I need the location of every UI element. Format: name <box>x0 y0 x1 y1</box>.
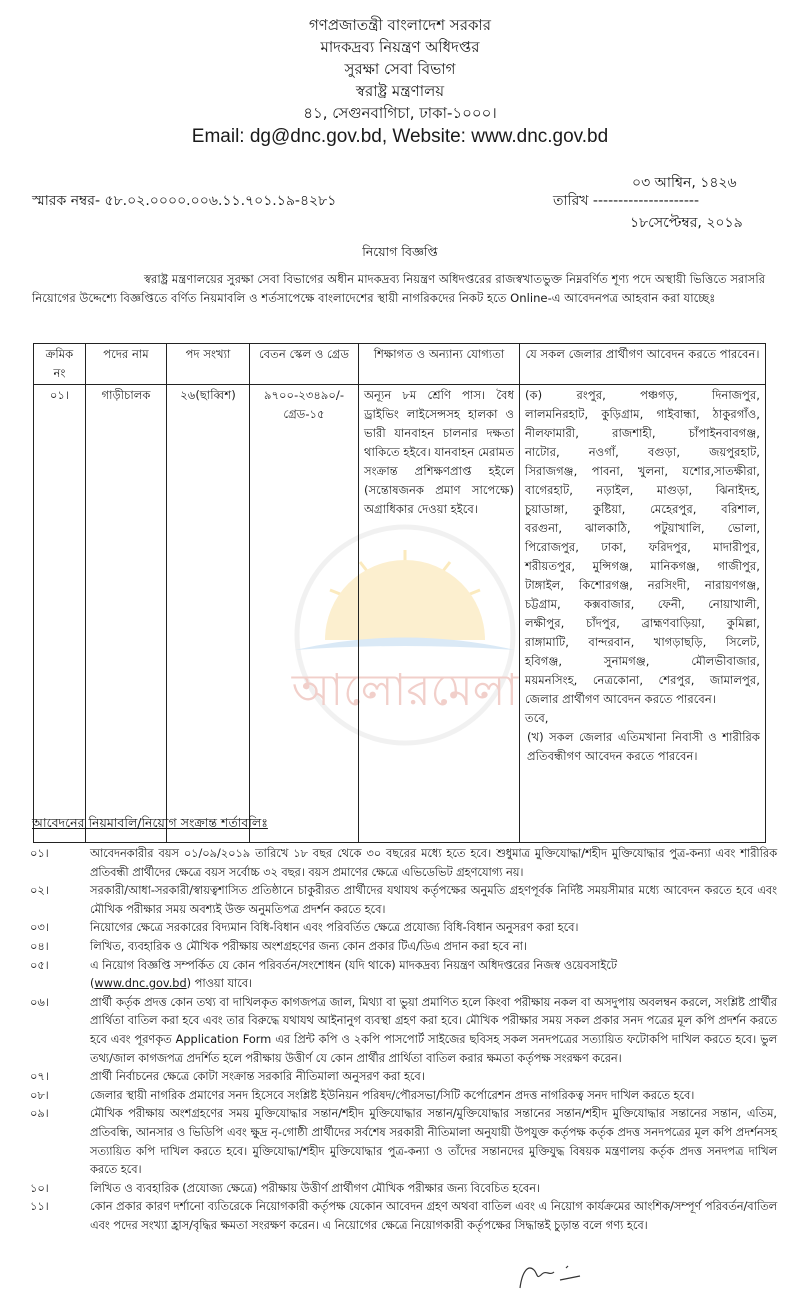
condition-item <box>22 1087 777 1106</box>
header-post-name: পদের নাম <box>86 344 167 385</box>
condition-item <box>22 919 777 938</box>
district-line: নাটোর, নওগাঁ, বগুড়া, জয়পুরহাট, <box>525 445 760 459</box>
condition-body: সরকারী/আধা-সরকারী/স্বায়ত্বশাসিত প্রতিষ্ঠানে চাকুরীরত প্রার্থীদের যথাযথ কর্তৃপক্ষের অনুমতি গ্রহণপূর্বক নির্দিষ্ট সময়সীমার মধ্যে আবেদন করতে হবে এবং মৌখিক পরীক্ষার সময় অবশ্যই উক্ত অনুমতিপত্র প্রদর্শন করতে হবে। <box>90 884 777 916</box>
govt-name: গণপ্রজাতন্ত্রী বাংলাদেশ সরকার <box>308 16 492 34</box>
cell-post-name: গাড়ীচালক <box>86 385 167 843</box>
condition-item <box>22 1105 777 1179</box>
ministry-name: স্বরাষ্ট্র মন্ত্রণালয় <box>355 82 445 100</box>
date-english: ১৮সেপ্টেম্বর, ২০১৯ <box>630 215 743 231</box>
pay-scale-value: ৯৭০০-২৩৪৯০/- <box>263 388 345 402</box>
conditions-list <box>22 845 777 1235</box>
district-line: নীলফামারী, রাজশাহী, চাঁপাইনবাবগঞ্জ, <box>525 426 760 440</box>
district-line: লক্ষীপুর, চাঁদপুর, ব্রাহ্মণবাড়িয়া, কুমিল্লা, <box>525 616 760 630</box>
district-line: সিরাজগঞ্জ, পাবনা, খুলনা, যশোর,সাতক্ষীরা, <box>525 464 760 478</box>
condition-number: ০১। <box>30 847 49 860</box>
condition-text <box>90 1087 777 1106</box>
condition-number: ০৬। <box>30 995 49 1009</box>
notice-intro <box>32 270 772 308</box>
district-line: জেলার প্রার্থীগণ আবেদন করতে পারবেন। <box>525 692 716 706</box>
condition-body: লিখিত, ব্যবহারিক ও মৌখিক পরীক্ষায় অংশগ্রহণের জন্য কোন প্রকার টিএ/ডিএ প্রদান করা হবে না। <box>90 939 527 953</box>
condition-body: নিয়োগের ক্ষেত্রে সরকারের বিদ্যমান বিধি-বিধান এবং পরিবর্তিত ক্ষেত্রে প্রযোজ্য বিধি-বিধান অনুসরণ করা হবে। <box>90 921 579 935</box>
condition-number: ০৯। <box>30 1107 49 1121</box>
department-name: মাদকদ্রব্য নিয়ন্ত্রণ অধিদপ্তর <box>320 38 480 56</box>
condition-number: ০৪। <box>30 939 49 953</box>
district-line: শরীয়তপুর, মুন্সিগঞ্জ, মানিকগঞ্জ, গাজীপুর, <box>525 559 760 573</box>
condition-body: জেলার স্থায়ী নাগরিক প্রমাণের সনদ হিসেবে সংশ্লিষ্ট ইউনিয়ন পরিষদ/পৌরসভা/সিটি কর্পোরেশন প্রদত্ত নাগরিকত্ব সনদ দাখিল করতে হবে। <box>90 1088 695 1102</box>
district-line: রাঙ্গামাটি, বান্দরবান, খাগড়াছড়ি, সিলেট, <box>525 635 760 649</box>
district-line: ময়মনসিংহ, নেত্রকোনা, শেরপুর, জামালপুর, <box>525 673 760 687</box>
conditions-heading: আবেদনের নিয়মাবলি/নিয়োগ সংক্রান্ত শর্তাবলিঃ <box>32 815 268 830</box>
cell-post-count: ২৬(ছাব্বিশ) <box>167 385 250 843</box>
intro-line-2: নিয়োগের উদ্দেশ্যে বিজ্ঞপ্তিতে বর্ণিত নিয়মাবলি ও শর্তসাপেক্ষে বাংলাদেশের স্থায়ী নাগরিকদের নিকট হতে Online-এ আবেদনপত্র আহবান করা যাচ্ছেঃ <box>32 291 716 305</box>
district-line: পিরোজপুর, ঢাকা, ফরিদপুর, মাদারীপুর, <box>525 540 760 554</box>
watermark-text: আলোরমেলা <box>291 665 519 716</box>
cell-qualification: অন্যূন ৮ম শ্রেণি পাস। বৈধ ড্রাইভিং লাইসেন্সসহ হালকা ও ভারী যানবাহন চালনার দক্ষতা থাকিতে হইবে। যানবাহন মেরামত সংক্রান্ত প্রশিক্ষণপ্রাপ্ত হইলে (সন্তোষজনক প্রমাণ সাপেক্ষে) অগ্রাধিকার দেওয়া হইবে। <box>359 385 520 843</box>
condition-number: ০৫। <box>30 958 49 972</box>
district-line: লালমনিরহাট, কুড়িগ্রাম, গাইবান্ধা, ঠাকুরগাঁও, <box>525 407 760 421</box>
header-districts: যে সকল জেলার প্রার্থীগণ আবেদন করতে পারবেন। <box>520 344 766 385</box>
date-label: তারিখ --------------------- <box>553 193 700 209</box>
district-line: চট্টগ্রাম, কক্সবাজার, ফেনী, নোয়াখালী, <box>525 597 760 611</box>
condition-body: কোন প্রকার কারণ দর্শানো ব্যতিরেকে নিয়োগকারী কর্তৃপক্ষ যেকোন আবেদন গ্রহণ অথবা বাতিল এবং এ নিয়োগ কার্যক্রমের আংশিক/সম্পূর্ণ পরিবর্তন/বাতিল এবং পদের সংখ্যা হ্রাস/বৃদ্ধির ক্ষমতা সংরক্ষণ করেন। এ নিয়োগের ক্ষেত্রে নিয়োগকারী কর্তৃপক্ষের সিদ্ধান্তই চুড়ান্ত বলে গণ্য হবে। <box>90 1200 777 1232</box>
grade-value: গ্রেড-১৫ <box>283 407 325 421</box>
condition-number: ০৭। <box>30 1070 49 1084</box>
district-line: (ক) রংপুর, পঞ্চগড়, দিনাজপুর, <box>525 388 760 402</box>
district-line: বাগেরহাট, নড়াইল, মাগুড়া, ঝিনাইদহ, <box>525 483 760 497</box>
notice-title: নিয়োগ বিজ্ঞপ্তি <box>362 244 438 259</box>
condition-number: ০৩। <box>30 921 49 935</box>
district-line: টাঙ্গাইল, কিশোরগঞ্জ, নরসিংদী, নারায়ণগঞ্জ, <box>525 578 760 592</box>
table-row <box>34 385 766 843</box>
condition-number: ০৮। <box>30 1088 49 1102</box>
condition-number: ১০। <box>30 1181 49 1195</box>
condition-text <box>90 882 777 919</box>
condition-body: প্রার্থী নির্বাচনের ক্ষেত্রে কোটা সংক্রান্ত সরকারি নীতিমালা অনুসরণ করা হবে। <box>90 1070 425 1084</box>
condition-text <box>90 845 777 882</box>
cell-pay-scale <box>250 385 359 843</box>
condition-text <box>90 919 777 938</box>
header-pay-scale: বেতন স্কেল ও গ্রেড <box>250 344 359 385</box>
division-name: সুরক্ষা সেবা বিভাগ <box>344 60 456 78</box>
condition-body: লিখিত ও ব্যবহারিক (প্রযোজ্য ক্ষেত্রে) পরীক্ষায় উত্তীর্ণ প্রার্থীগণ মৌখিক পরীক্ষার জন্য বিবেচিত হবেন। <box>90 1181 540 1195</box>
condition-body: আবেদনকারীর বয়স ০১/০৯/২০১৯ তারিখে ১৮ বছর থেকে ৩০ বছরের মধ্যে হতে হবে। শুধুমাত্র মুক্তিযোদ্ধা/শহীদ মুক্তিযোদ্ধার পুত্র-কন্যা এবং শারীরিক প্রতিবন্ধী প্রার্থীদের ক্ষেত্রে বয়স সর্বোচ্চ ৩২ বছর। বয়স প্রমাণের ক্ষেত্রে এভিডেভিট গ্রহণযোগ্য নয়। <box>90 847 777 879</box>
address: ৪১, সেগুনবাগিচা, ঢাকা-১০০০। <box>303 104 497 122</box>
condition-text: এ নিয়োগ বিজ্ঞপ্তি সম্পর্কিত যে কোন পরিবর্তন/সংশোধন (যদি থাকে) মাদকদ্রব্য নিয়ন্ত্রণ অধিদপ্তরের নিজস্ব ওয়েবসাইটে (www.dnc.gov.bd) পাওয়া যাবে। <box>90 958 617 991</box>
signature <box>510 1262 600 1290</box>
condition-body-after: পাওয়া যাবে। <box>191 977 253 991</box>
condition-text <box>90 994 777 1068</box>
letterhead <box>0 14 800 150</box>
table-header-row <box>34 344 766 385</box>
cell-serial: ০১। <box>34 385 86 843</box>
condition-text <box>90 938 777 957</box>
date-bangla: ০৩ আশ্বিন, ১৪২৬ <box>632 175 737 191</box>
condition-text <box>90 1198 777 1235</box>
condition-item <box>22 1180 777 1199</box>
condition-item <box>22 845 777 882</box>
condition-number: ০২। <box>30 884 49 898</box>
header-serial: ক্রমিক নং <box>34 344 86 385</box>
intro-line-1: স্বরাষ্ট্র মন্ত্রণালয়ের সুরক্ষা সেবা বিভাগের অধীন মাদকদ্রব্য নিয়ন্ত্রণ অধিদপ্তরের রাজস্বখাতভুক্ত নিম্নবর্ণিত শূণ্য পদে অস্থায়ী ভিত্তিতে সরাসরি <box>144 272 766 286</box>
website-link[interactable]: www.dnc.gov.bd <box>94 977 187 991</box>
however-text: তবে, <box>525 711 549 725</box>
condition-item <box>22 957 777 994</box>
condition-body: এ নিয়োগ বিজ্ঞপ্তি সম্পর্কিত যে কোন পরিবর্তন/সংশোধন (যদি থাকে) মাদকদ্রব্য নিয়ন্ত্রণ অধিদপ্তরের নিজস্ব ওয়েবসাইটে <box>90 958 617 972</box>
condition-text <box>90 1105 777 1179</box>
contact-line: Email: dg@dnc.gov.bd, Website: www.dnc.gov.bd <box>191 126 609 147</box>
condition-item <box>22 1198 777 1235</box>
cell-districts <box>520 385 766 843</box>
district-list <box>525 386 760 709</box>
condition-item <box>22 1068 777 1087</box>
memo-number: স্মারক নম্বর- ৫৮.০২.০০০০.০০৬.১১.৭০১.১৯-৪২৮১ <box>32 193 337 209</box>
condition-item <box>22 882 777 919</box>
vacancy-table <box>33 343 766 843</box>
condition-text <box>90 1180 777 1199</box>
district-line: চুয়াডাঙ্গা, কুষ্টিয়া, মেহেরপুর, বরিশাল, <box>525 502 760 516</box>
district-line: বরগুনা, ঝালকাঠি, পটুয়াখালি, ভোলা, <box>525 521 760 535</box>
exception-text: (খ) সকল জেলার এতিমখানা নিবাসী ও শারীরিক প্রতিবন্ধীগণ আবেদন করতে পারবেন। <box>527 730 760 763</box>
condition-item <box>22 938 777 957</box>
condition-text <box>90 1068 777 1087</box>
district-line: হবিগঞ্জ, সুনামগঞ্জ, মৌলভীবাজার, <box>525 654 760 668</box>
condition-item <box>22 994 777 1068</box>
header-qualification: শিক্ষাগত ও অন্যান্য যোগ্যতা <box>359 344 520 385</box>
condition-body: মৌখিক পরীক্ষায় অংশগ্রহণের সময় মুক্তিযোদ্ধার সন্তান/শহীদ মুক্তিযোদ্ধার সন্তান/মুক্তিযোদ্ধার সন্তানের সন্তান/শহীদ মুক্তিযোদ্ধার সন্তানের সন্তান, এতিম, প্রতিবন্ধি, আনসার ও ভিডিপি এবং ক্ষুদ্র নৃ-গোষ্ঠী প্রার্থীদের সর্বশেষ সরকারী নীতিমালা অনুযায়ী উপযুক্ত কর্তৃপক্ষ কর্তৃক প্রদত্ত সনদপত্রের মূল কপি প্রদর্শনসহ সত্যায়িত কপি দাখিল করতে হবে। মুক্তিযোদ্ধা/শহীদ মুক্তিযোদ্ধার পুত্র-কন্যা ও তাঁদের সন্তানদের মুক্তিযুদ্ধ বিষয়ক মন্ত্রণালয় কর্তৃক প্রদত্ত সনদপত্র দাখিল করতে হবে। <box>90 1107 777 1177</box>
header-post-count: পদ সংখ্যা <box>167 344 250 385</box>
condition-number: ১১। <box>30 1200 49 1214</box>
condition-body: প্রার্থী কর্তৃক প্রদত্ত কোন তথ্য বা দাখিলকৃত কাগজপত্র জাল, মিথ্যা বা ভুয়া প্রমাণিত হলে কিংবা পরীক্ষায় নকল বা অসদুপায় অবলম্বন করলে, সংশ্লিষ্ট প্রার্থীর প্রার্থিতা বাতিল করা হবে এবং তার বিরুদ্ধে যথাযথ আইনানুগ ব্যবস্থা গ্রহণ করা হবে। মৌখিক পরীক্ষার সময় সকল প্রকার সনদ পত্রের মূল কপি প্রদর্শন করতে হবে এবং পূরণকৃত Application Form এর প্রিন্ট কপি ও ২কপি পাসপোর্ট সাইজের ছবিসহ সকল সনদপত্রের সত্যায়িত ফটোকপি দাখিল করতে হবে। ভুল তথ্য/জাল কাগজপত্র প্রদর্শিত হলে পরীক্ষায় উত্তীর্ণ যে কোন প্রার্থীর প্রার্থিতা বাতিল করার ক্ষমতা কর্তৃপক্ষ সংরক্ষণ করেন। <box>90 995 777 1065</box>
